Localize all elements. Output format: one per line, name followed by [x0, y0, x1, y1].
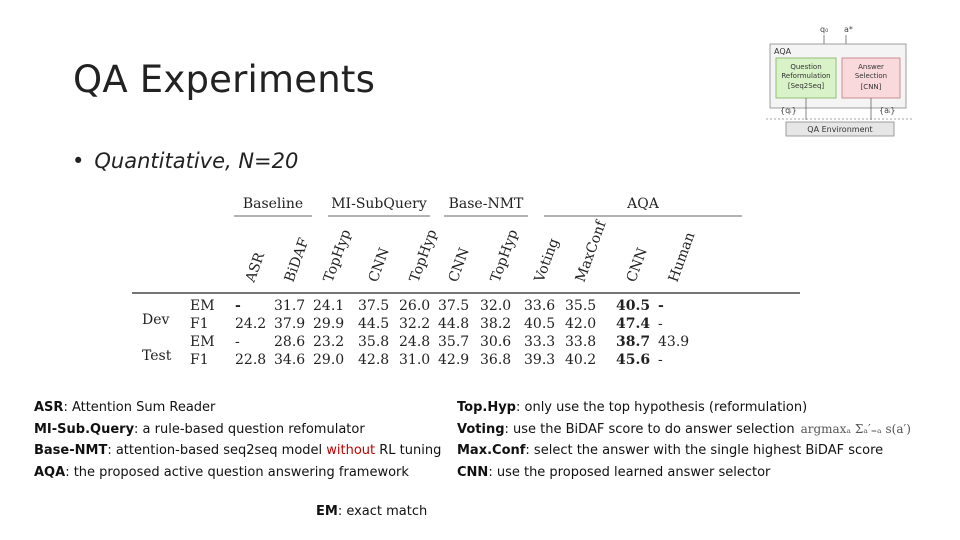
table-cell-1-1-9: 45.6 — [616, 352, 651, 368]
table-cell-0-1-6: 38.2 — [480, 316, 512, 332]
table-cell-1-0-5: 35.7 — [438, 334, 470, 350]
diagram-input-q0: q₀ — [820, 25, 829, 34]
table-cell-0-1-3: 44.5 — [358, 316, 390, 332]
table-cell-0-1-5: 44.8 — [438, 316, 470, 332]
table-cell-0-1-0: 24.2 — [235, 316, 267, 332]
legend-tophyp-desc: : only use the top hypothesis (reformulation) — [515, 400, 808, 415]
diagram-reformulation-line3: [Seq2Seq] — [787, 82, 825, 90]
table-cell-0-1-4: 32.2 — [399, 316, 431, 332]
column-header-2: TopHyp — [320, 227, 355, 285]
legend-basenmt-term: Base-NMT — [34, 443, 108, 458]
column-header-3: CNN — [365, 245, 393, 285]
table-cell-1-0-2: 23.2 — [313, 334, 345, 350]
diagram-right-out: {aᵢ} — [879, 106, 896, 115]
diagram-input-astar: a* — [844, 25, 853, 34]
table-cell-1-1-6: 36.8 — [480, 352, 512, 368]
legend-tophyp — [457, 397, 911, 419]
table-cell-0-0-1: 31.7 — [274, 298, 306, 314]
table-cell-0-0-10: - — [658, 298, 664, 314]
em-note-desc: : exact match — [337, 504, 428, 519]
aqa-diagram — [760, 18, 920, 143]
legend-aqa — [34, 462, 441, 484]
table-cell-1-1-4: 31.0 — [399, 352, 431, 368]
legend-aqa-term: AQA — [34, 464, 66, 480]
legend-asr-desc: : Attention Sum Reader — [63, 400, 216, 415]
table-cell-1-1-8: 40.2 — [565, 352, 597, 368]
row-group-label-1: Test — [142, 348, 172, 364]
column-header-10: Human — [665, 230, 699, 285]
table-cell-1-1-5: 42.9 — [438, 352, 470, 368]
row-metric-0-0: EM — [190, 298, 215, 314]
diagram-left-out: {qᵢ} — [780, 106, 797, 115]
legend-asr-term: ASR — [34, 400, 64, 415]
legend-tophyp-term: Top.Hyp — [457, 400, 516, 415]
table-cell-0-0-8: 35.5 — [565, 298, 597, 314]
legend-maxconf-desc: : select the answer with the single highest BiDAF score — [525, 443, 884, 458]
legend-aqa-desc: : the proposed active question answering framework — [65, 464, 409, 480]
em-note-term: EM — [316, 504, 338, 519]
legend-cnn-desc: : use the proposed learned answer selector — [488, 464, 771, 480]
table-cell-1-0-8: 33.8 — [565, 334, 597, 350]
legend-misubquery — [34, 419, 441, 441]
table-cell-1-1-1: 34.6 — [274, 352, 306, 368]
bullet-dot: • — [72, 149, 85, 173]
row-metric-1-1: F1 — [190, 352, 209, 368]
results-table — [132, 188, 800, 376]
table-cell-1-1-0: 22.8 — [235, 352, 267, 368]
table-cell-1-1-2: 29.0 — [313, 352, 345, 368]
diagram-aqa-label: AQA — [774, 47, 792, 56]
legend-basenmt-desc-before: : attention-based seq2seq model — [107, 443, 327, 458]
slide-title: QA Experiments — [73, 58, 376, 101]
right-legend — [457, 397, 911, 483]
aqa-diagram-svg — [760, 18, 920, 143]
table-cell-0-0-0: - — [235, 298, 241, 314]
legend-voting-desc: : use the BiDAF score to do answer selection — [504, 421, 795, 437]
table-cell-1-1-3: 42.8 — [358, 352, 390, 368]
legend-basenmt-desc-after: RL tuning — [375, 443, 442, 458]
group-header-0: Baseline — [242, 196, 304, 212]
legend-maxconf-term: Max.Conf — [457, 443, 526, 458]
column-header-0: ASR — [242, 250, 269, 285]
bullet-point — [72, 149, 298, 173]
column-header-5: CNN — [445, 245, 473, 285]
results-table-svg — [132, 188, 800, 376]
table-cell-1-1-10: - — [658, 352, 663, 368]
group-header-3: AQA — [627, 196, 659, 212]
diagram-env-label: QA Environment — [807, 125, 873, 134]
legend-voting-formula: argmaxₐ Σₐ′₌ₐ s(a′) — [800, 421, 911, 436]
group-header-2: Base-NMT — [448, 196, 524, 212]
table-cell-0-0-5: 37.5 — [438, 298, 470, 314]
row-metric-1-0: EM — [190, 334, 215, 350]
table-cell-1-0-6: 30.6 — [480, 334, 512, 350]
table-cell-0-1-2: 29.9 — [313, 316, 345, 332]
table-cell-0-1-8: 42.0 — [565, 316, 597, 332]
table-cell-0-0-3: 37.5 — [358, 298, 390, 314]
diagram-selection-line1: Answer — [858, 63, 884, 71]
table-cell-1-0-7: 33.3 — [524, 334, 556, 350]
row-group-label-0: Dev — [142, 312, 170, 328]
diagram-reformulation-line2: Reformulation — [781, 72, 831, 80]
legend-maxconf — [457, 440, 911, 462]
legend-misubquery-term: MI-Sub.Query — [34, 421, 135, 437]
table-cell-0-1-9: 47.4 — [616, 316, 651, 332]
legend-voting-term: Voting — [457, 421, 505, 437]
table-cell-0-0-9: 40.5 — [616, 298, 651, 314]
column-header-4: TopHyp — [406, 227, 441, 285]
table-cell-1-0-3: 35.8 — [358, 334, 390, 350]
column-header-1: BiDAF — [281, 235, 313, 285]
left-legend — [34, 397, 441, 483]
table-cell-1-0-1: 28.6 — [274, 334, 306, 350]
table-cell-0-1-1: 37.9 — [274, 316, 306, 332]
table-cell-0-1-7: 40.5 — [524, 316, 556, 332]
table-cell-0-0-2: 24.1 — [313, 298, 345, 314]
column-header-7: Voting — [531, 236, 563, 285]
column-header-9: CNN — [623, 245, 651, 285]
column-header-8: MaxConf — [572, 218, 610, 285]
table-cell-1-0-9: 38.7 — [616, 334, 651, 350]
diagram-selection-line2: Selection — [854, 72, 888, 80]
legend-cnn — [457, 462, 911, 484]
legend-misubquery-desc: : a rule-based question refomulator — [134, 421, 365, 437]
table-cell-1-1-7: 39.3 — [524, 352, 556, 368]
legend-basenmt-highlight: without — [326, 443, 376, 458]
table-cell-0-0-4: 26.0 — [399, 298, 431, 314]
table-cell-0-0-6: 32.0 — [480, 298, 512, 314]
table-cell-1-0-0: - — [235, 334, 240, 350]
table-cell-0-1-10: - — [658, 316, 663, 332]
diagram-reformulation-line1: Question — [790, 63, 822, 71]
em-note — [316, 504, 427, 519]
column-header-6: TopHyp — [487, 227, 522, 285]
legend-voting — [457, 419, 911, 441]
table-cell-0-0-7: 33.6 — [524, 298, 556, 314]
legend-asr — [34, 397, 441, 419]
row-metric-0-1: F1 — [190, 316, 209, 332]
bullet-text: Quantitative, N=20 — [94, 149, 299, 173]
group-header-1: MI-SubQuery — [331, 196, 427, 212]
legend-cnn-term: CNN — [457, 464, 489, 480]
diagram-selection-line3: [CNN] — [860, 83, 882, 91]
table-cell-1-0-4: 24.8 — [399, 334, 431, 350]
legend-basenmt — [34, 440, 441, 462]
table-cell-1-0-10: 43.9 — [658, 334, 690, 350]
